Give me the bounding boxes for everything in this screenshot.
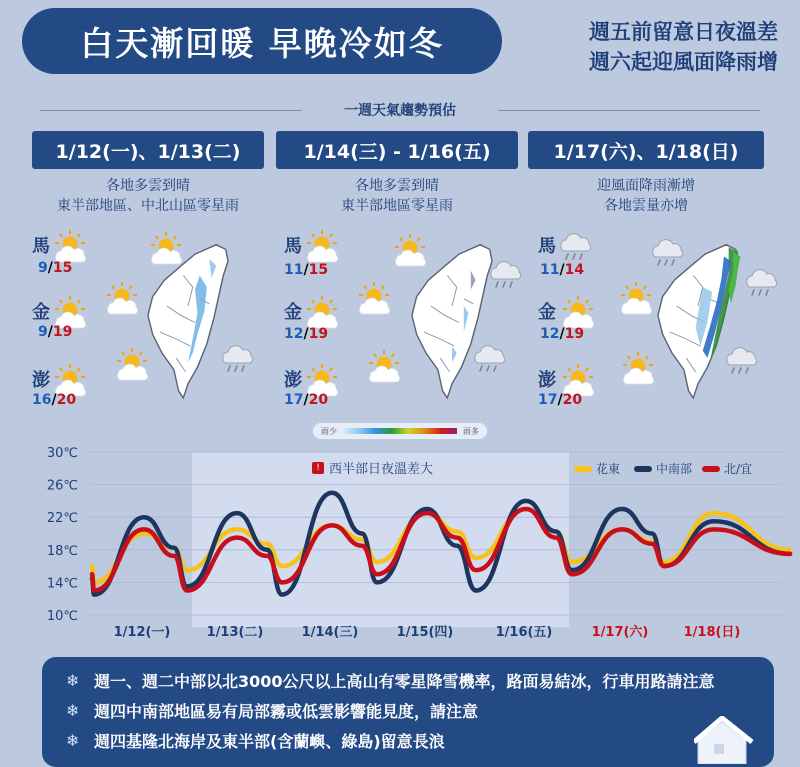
rain-cloud-icon (472, 342, 506, 374)
note-3 (66, 729, 445, 752)
annotation-text: 西半部日夜溫差大 (329, 462, 434, 477)
note-text: 週四基隆北海岸及東半部(含蘭嶼、綠島)留意長浪 (94, 732, 445, 751)
temp-kinmen-3: 12/19 (540, 326, 585, 342)
city-matsu-1: 馬 (32, 236, 50, 257)
sun-cloud-icon (304, 296, 340, 330)
city-matsu-2: 馬 (284, 236, 302, 257)
sun-cloud-icon (52, 230, 88, 264)
chart-annotation (312, 458, 433, 477)
period-2-desc-line-1: 各地多雲到晴 (355, 178, 439, 194)
snowflake-icon: ❄ (66, 671, 80, 690)
sun-cloud-icon (392, 234, 428, 268)
temp-penghu-3: 17/20 (538, 392, 583, 408)
legend-label: 北/宜 (724, 462, 753, 476)
sun-cloud-icon (104, 282, 140, 316)
x-tick-label: 1/18(日) (683, 625, 741, 640)
y-tick-label: 22℃ (46, 511, 78, 527)
alarm-icon: ! (312, 462, 324, 474)
y-tick-label: 10℃ (46, 609, 78, 624)
x-tick-label: 1/16(五) (495, 625, 553, 640)
temp-matsu-1: 9/15 (38, 260, 73, 276)
temp-high: 19 (52, 324, 73, 340)
temp-high: 20 (308, 392, 329, 408)
period-header-3 (528, 131, 764, 169)
temp-low: 17 (538, 392, 558, 408)
city-penghu-1: 澎 (32, 370, 50, 391)
legend-swatch (702, 466, 720, 472)
sun-cloud-icon (148, 232, 184, 266)
period-header-2 (276, 131, 518, 169)
temp-penghu-2: 17/20 (284, 392, 329, 408)
temp-kinmen-2: 12/19 (284, 326, 329, 342)
rain-scale-low-label: 雨少 (321, 426, 337, 436)
city-penghu-3: 澎 (538, 370, 556, 391)
divider-right (498, 110, 760, 111)
period-desc-1 (22, 176, 274, 216)
house-icon (694, 716, 774, 764)
x-tick-label: 1/13(二) (206, 625, 264, 640)
temp-low: 17 (284, 392, 304, 408)
legend-central-south (634, 460, 692, 477)
temp-low: 9 (38, 260, 48, 276)
snowflake-icon: ❄ (66, 731, 80, 750)
y-tick-label: 14℃ (46, 576, 78, 592)
section-title: 一週天氣趨勢預估 (344, 103, 456, 119)
sun-cloud-icon (618, 282, 654, 316)
city-kinmen-2: 金 (284, 302, 302, 323)
legend-swatch (634, 466, 652, 472)
snowflake-icon: ❄ (66, 701, 80, 720)
temp-low: 11 (284, 262, 304, 278)
x-tick-label: 1/14(三) (301, 625, 359, 640)
y-tick-label: 26℃ (46, 478, 78, 494)
rain-scale-bar (343, 428, 457, 434)
temp-high: 20 (562, 392, 583, 408)
temp-high: 14 (564, 262, 585, 278)
rain-cloud-icon (744, 266, 778, 298)
x-tick-label: 1/17(六) (591, 625, 649, 640)
subtitle-line-1: 週五前留意日夜溫差 (589, 20, 778, 44)
temp-low: 12 (284, 326, 304, 342)
sun-cloud-icon (114, 348, 150, 382)
rain-scale-high-label: 雨多 (463, 426, 479, 436)
period-1-desc-line-2: 東半部地區、中北山區零星雨 (57, 198, 239, 214)
highlight-band (192, 452, 569, 627)
temp-matsu-3: 11/14 (540, 262, 585, 278)
period-3-desc-line-1: 迎風面降雨漸增 (597, 178, 695, 194)
note-text: 週一、週二中部以北3000公尺以上高山有零星降雪機率，路面易結冰，行車用路請注意 (94, 672, 715, 691)
sun-cloud-icon (560, 296, 596, 330)
legend-hualien-taitung (574, 460, 620, 477)
city-kinmen-1: 金 (32, 302, 50, 323)
legend-label: 花東 (596, 462, 621, 476)
temp-low: 11 (540, 262, 560, 278)
sun-cloud-icon (366, 350, 402, 384)
city-matsu-3: 馬 (538, 236, 556, 257)
sun-cloud-icon (304, 230, 340, 264)
temp-high: 19 (564, 326, 585, 342)
headline-banner (22, 8, 502, 74)
y-tick-label: 18℃ (46, 543, 78, 559)
city-kinmen-3: 金 (538, 302, 556, 323)
rain-cloud-icon (650, 236, 684, 268)
period-header-1 (32, 131, 264, 169)
notes-panel (42, 657, 774, 767)
rain-cloud-icon (558, 230, 592, 262)
city-penghu-2: 澎 (284, 370, 302, 391)
period-desc-3 (528, 176, 764, 216)
legend-label: 中南部 (656, 462, 693, 476)
rain-cloud-icon (220, 342, 254, 374)
note-2 (66, 699, 478, 722)
legend-north-yilan (702, 460, 752, 477)
sun-cloud-icon (356, 282, 392, 316)
period-1-desc-line-1: 各地多雲到晴 (106, 178, 190, 194)
x-tick-label: 1/12(一) (113, 625, 171, 640)
period-label-2: 1/14(三) - 1/16(五) (303, 140, 491, 163)
rain-cloud-icon (488, 258, 522, 290)
period-desc-2 (276, 176, 518, 216)
temp-high: 20 (56, 392, 77, 408)
period-label-1: 1/12(一)、1/13(二) (55, 140, 241, 163)
note-1 (66, 669, 715, 692)
temp-kinmen-1: 9/19 (38, 324, 73, 340)
temp-penghu-1: 16/20 (32, 392, 77, 408)
subtitle-line-2: 週六起迎風面降雨增 (589, 50, 778, 74)
temp-low: 12 (540, 326, 560, 342)
legend-swatch (574, 466, 592, 472)
period-3-desc-line-2: 各地雲量亦增 (604, 198, 688, 214)
period-label-3: 1/17(六)、1/18(日) (553, 140, 739, 163)
temp-low: 9 (38, 324, 48, 340)
period-2-desc-line-2: 東半部地區零星雨 (341, 198, 453, 214)
temp-high: 19 (308, 326, 329, 342)
temp-high: 15 (308, 262, 329, 278)
temp-matsu-2: 11/15 (284, 262, 329, 278)
note-text: 週四中南部地區易有局部霧或低雲影響能見度，請注意 (94, 702, 479, 721)
y-tick-label: 30℃ (46, 446, 78, 461)
rain-scale (313, 423, 487, 439)
temp-high: 15 (52, 260, 73, 276)
rain-cloud-icon (724, 344, 758, 376)
temp-low: 16 (32, 392, 52, 408)
sun-cloud-icon (620, 352, 656, 386)
x-tick-label: 1/15(四) (396, 625, 454, 640)
headline-title: 白天漸回暖 早晚冷如冬 (80, 23, 444, 63)
